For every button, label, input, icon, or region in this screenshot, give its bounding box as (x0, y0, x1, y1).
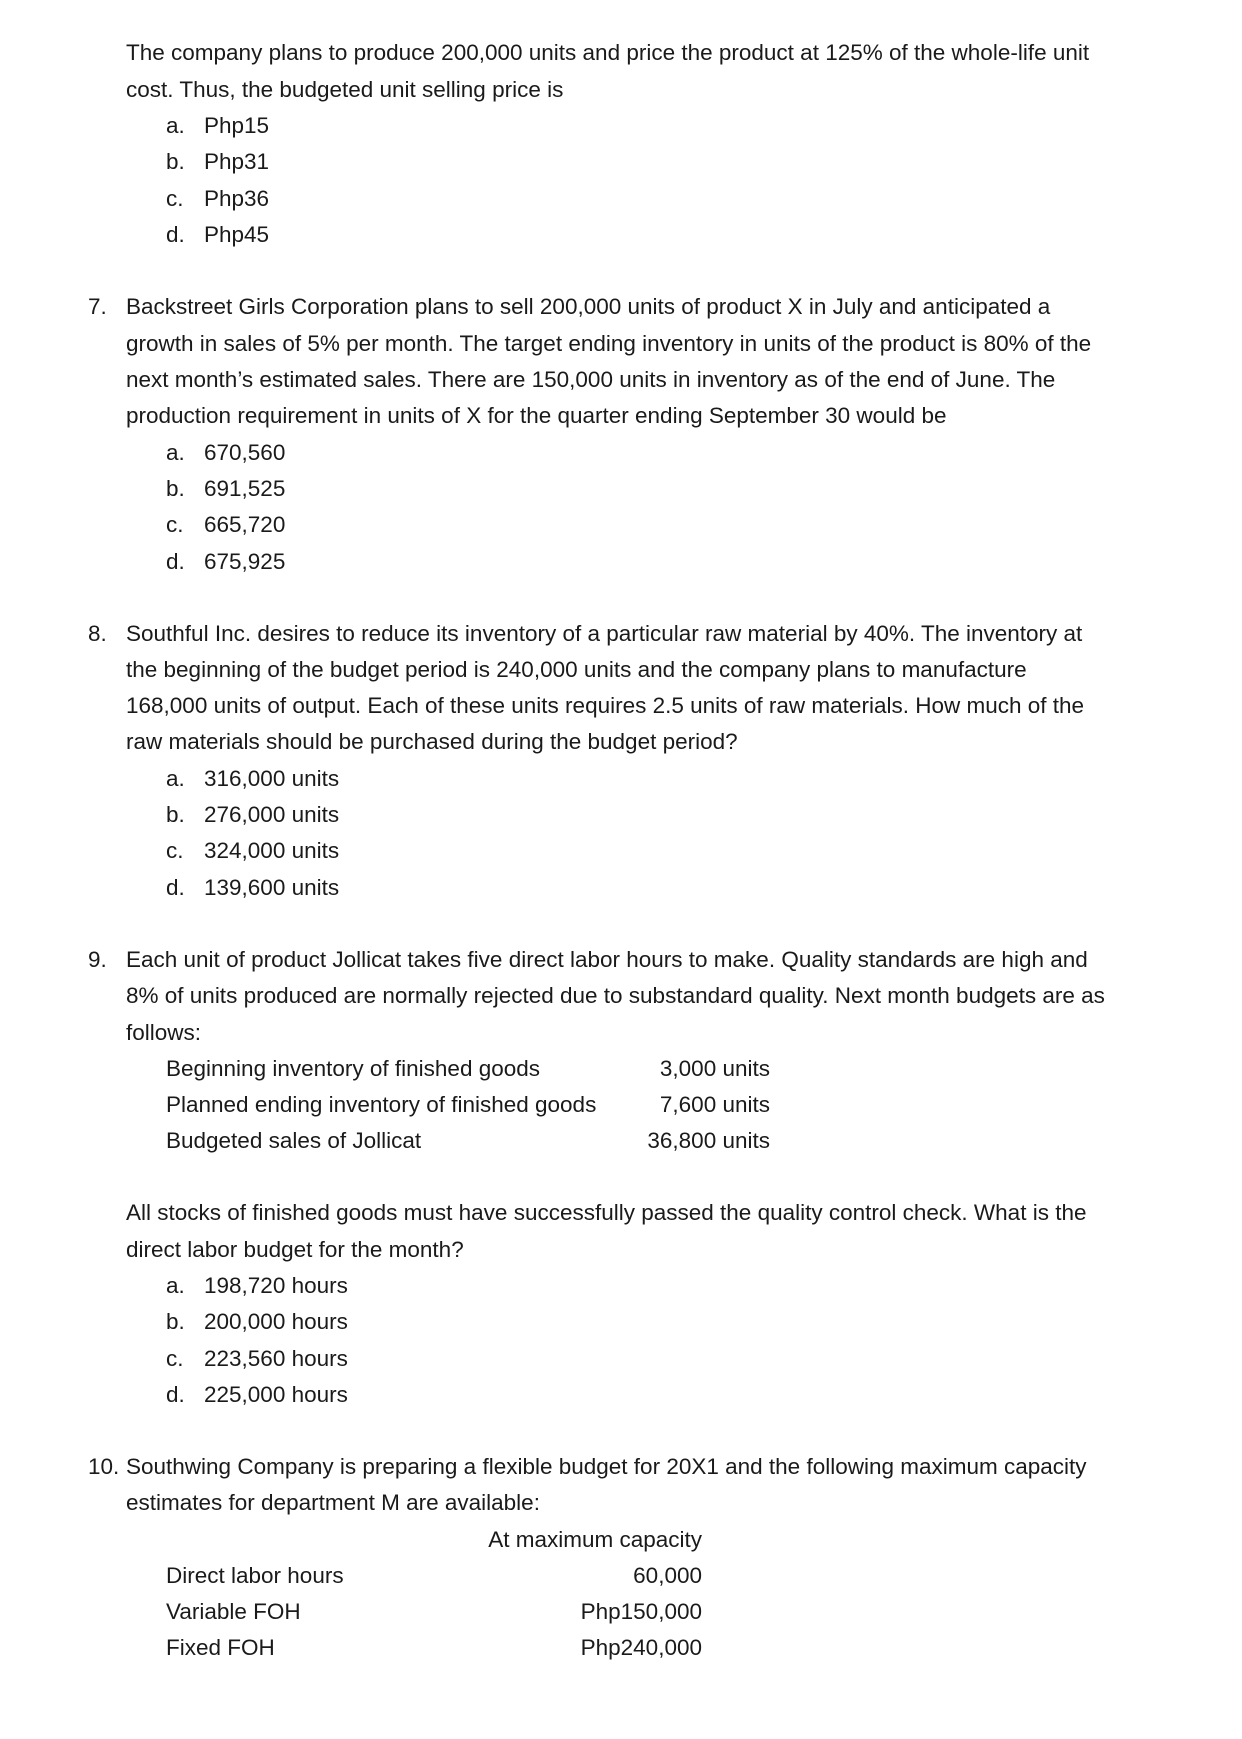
option-text: 675,925 (204, 549, 286, 574)
table-value: 7,600 units (659, 1092, 770, 1117)
question-number: 10. (88, 1454, 120, 1479)
option-letter: d. (166, 222, 185, 247)
option-letter: b. (166, 476, 185, 501)
question-text-line: Southwing Company is preparing a flexible budget for 20X1 and the following maximum capacity (126, 1454, 1087, 1479)
option-letter: a. (166, 440, 185, 465)
table-header: At maximum capacity (488, 1527, 702, 1552)
table-value: Php240,000 (580, 1635, 702, 1660)
option-letter: b. (166, 1309, 185, 1334)
option-text: 324,000 units (204, 838, 340, 863)
option-text: 223,560 hours (204, 1346, 348, 1371)
table-label: Beginning inventory of finished goods (166, 1056, 541, 1081)
question-text-line: follows: (126, 1020, 202, 1045)
option-letter: c. (166, 838, 184, 863)
question-text-line: All stocks of finished goods must have successfully passed the quality control check. What is the (126, 1200, 1087, 1225)
option-text: 276,000 units (204, 802, 340, 827)
option-letter: d. (166, 549, 185, 574)
option-letter: b. (166, 149, 185, 174)
table-label: Planned ending inventory of finished goods (166, 1092, 597, 1117)
option-letter: c. (166, 512, 184, 537)
question-number: 8. (88, 621, 107, 646)
option-text: 665,720 (204, 512, 286, 537)
option-letter: c. (166, 1346, 184, 1371)
option-letter: d. (166, 1382, 185, 1407)
table-label: Direct labor hours (166, 1563, 344, 1588)
option-text: 691,525 (204, 476, 286, 501)
question-text-line: estimates for department M are available: (126, 1490, 540, 1515)
option-letter: a. (166, 766, 185, 791)
option-text: 200,000 hours (204, 1309, 348, 1334)
question-text-line: The company plans to produce 200,000 units and price the product at 125% of the whole-life unit (126, 40, 1090, 65)
option-text: Php31 (204, 149, 270, 174)
table-value: 3,000 units (659, 1056, 770, 1081)
question-number: 7. (88, 294, 107, 319)
option-letter: a. (166, 1273, 185, 1298)
option-text: Php45 (204, 222, 270, 247)
option-text: 139,600 units (204, 875, 340, 900)
table-value: 36,800 units (647, 1128, 770, 1153)
table-label: Fixed FOH (166, 1635, 275, 1660)
option-letter: c. (166, 186, 184, 211)
question-text-line: raw materials should be purchased during the budget period? (126, 729, 738, 754)
question-text-line: next month’s estimated sales. There are 150,000 units in inventory as of the end of June. The (126, 367, 1056, 392)
option-letter: b. (166, 802, 185, 827)
table-label: Budgeted sales of Jollicat (166, 1128, 422, 1153)
option-letter: a. (166, 113, 185, 138)
question-text-line: Each unit of product Jollicat takes five direct labor hours to make. Quality standards are high and (126, 947, 1088, 972)
option-text: Php15 (204, 113, 270, 138)
question-text-line: Backstreet Girls Corporation plans to sell 200,000 units of product X in July and anticipated a (126, 294, 1051, 319)
option-text: 316,000 units (204, 766, 340, 791)
question-text-line: growth in sales of 5% per month. The target ending inventory in units of the product is 80% of the (126, 331, 1092, 356)
table-value: 60,000 (633, 1563, 702, 1588)
question-text-line: production requirement in units of X for the quarter ending September 30 would be (126, 403, 947, 428)
question-text-line: cost. Thus, the budgeted unit selling price is (126, 77, 564, 102)
question-text-line: 8% of units produced are normally rejected due to substandard quality. Next month budgets are as (126, 983, 1105, 1008)
option-text: 198,720 hours (204, 1273, 348, 1298)
table-value: Php150,000 (580, 1599, 702, 1624)
question-text-line: direct labor budget for the month? (126, 1237, 464, 1262)
question-text-line: the beginning of the budget period is 240,000 units and the company plans to manufacture (126, 657, 1027, 682)
option-text: 225,000 hours (204, 1382, 348, 1407)
question-number: 9. (88, 947, 107, 972)
option-text: 670,560 (204, 440, 286, 465)
option-letter: d. (166, 875, 185, 900)
option-text: Php36 (204, 186, 270, 211)
question-text-line: Southful Inc. desires to reduce its inventory of a particular raw material by 40%. The inventory at (126, 621, 1083, 646)
question-text-line: 168,000 units of output. Each of these units requires 2.5 units of raw materials. How much of the (126, 693, 1085, 718)
table-label: Variable FOH (166, 1599, 301, 1624)
